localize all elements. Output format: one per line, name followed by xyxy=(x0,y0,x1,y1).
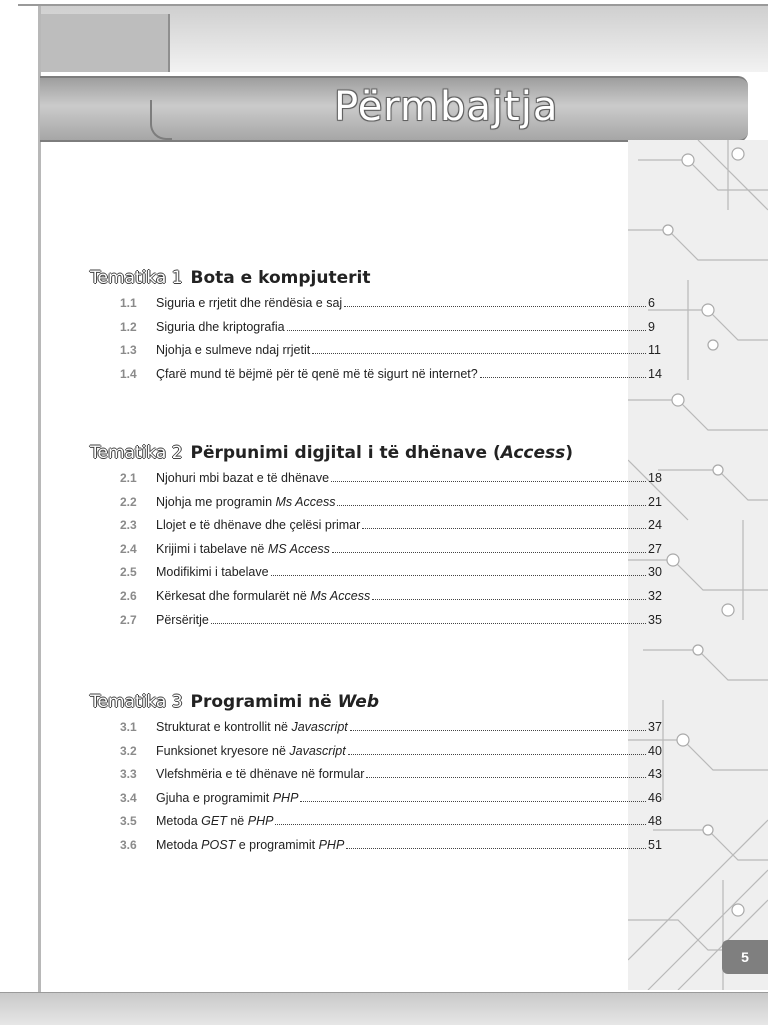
entry-title xyxy=(156,495,335,509)
entry-title: Modifikimi i tabelave xyxy=(156,565,269,580)
entry-number: 2.1 xyxy=(120,471,137,485)
entry-number: 2.2 xyxy=(120,494,137,509)
section-title xyxy=(191,692,379,712)
entry-title: Njohja e sulmeve ndaj rrjetit xyxy=(156,343,311,358)
toc-entry[interactable] xyxy=(90,565,670,589)
dot-leader xyxy=(332,552,646,553)
entry-page: 18 xyxy=(648,471,662,485)
toc-entries xyxy=(90,471,670,636)
page-number: 5 xyxy=(722,940,768,974)
dot-leader xyxy=(312,353,646,354)
entry-title xyxy=(156,542,330,556)
entry-title-text: Metoda xyxy=(156,814,202,829)
toc-entry[interactable] xyxy=(90,518,670,542)
entry-title-emphasis: Ms Access xyxy=(275,494,336,509)
entry-page: 35 xyxy=(648,612,662,627)
entry-title-text-after: e programimit xyxy=(235,837,319,852)
entry-page: 21 xyxy=(648,494,662,509)
dot-leader xyxy=(271,575,646,576)
entry-title-emphasis: Javascript xyxy=(289,743,346,758)
entry-page: 14 xyxy=(648,366,662,381)
entry-number: 1.2 xyxy=(120,319,137,334)
entry-page: 11 xyxy=(648,343,661,358)
dot-leader xyxy=(348,754,646,755)
entry-title: Llojet e të dhënave dhe çelësi primar xyxy=(156,518,361,533)
section-label: Tematika 2 xyxy=(90,443,183,463)
entry-page: 46 xyxy=(648,790,662,805)
toc-entry[interactable] xyxy=(90,744,670,768)
section-heading xyxy=(90,443,670,471)
entry-title: Çfarë mund të bëjmë për të qenë më të sigurt në internet? xyxy=(156,366,478,381)
entry-title: Njohuri mbi bazat e të dhënave xyxy=(156,471,330,485)
dot-leader xyxy=(350,730,646,731)
section-title-main: Programimi në xyxy=(190,692,338,712)
entry-number: 2.5 xyxy=(120,565,137,580)
entry-title-emphasis: MS Access xyxy=(267,541,330,556)
toc-entry[interactable] xyxy=(90,367,670,391)
entry-title xyxy=(156,744,346,758)
dot-leader xyxy=(331,481,646,482)
toc-entry[interactable] xyxy=(90,613,670,637)
toc-entry[interactable] xyxy=(90,791,670,815)
entry-number: 3.6 xyxy=(120,837,137,852)
toc-entries xyxy=(90,296,670,390)
dot-leader xyxy=(275,824,646,825)
section-label: Tematika 1 xyxy=(90,268,183,288)
entry-title xyxy=(156,791,298,805)
entry-number: 2.7 xyxy=(120,612,137,627)
toc-entry[interactable] xyxy=(90,542,670,566)
entry-number: 3.5 xyxy=(120,814,137,829)
entry-title-text: Funksionet kryesore në xyxy=(156,743,290,758)
entry-number: 2.4 xyxy=(120,541,137,556)
entry-page: 48 xyxy=(648,814,662,829)
toc-entry[interactable] xyxy=(90,838,670,862)
entry-number: 3.2 xyxy=(120,743,137,758)
entry-title: Siguria dhe kriptografia xyxy=(156,319,285,334)
section-heading xyxy=(90,692,670,720)
entry-page: 40 xyxy=(648,743,662,758)
entry-title-text: Gjuha e programimit xyxy=(156,790,273,805)
entry-title-text: Njohja me programin xyxy=(156,494,276,509)
section-title: Bota e kompjuterit xyxy=(190,268,371,288)
dot-leader xyxy=(300,801,646,802)
entry-title xyxy=(156,720,348,734)
entry-page: 24 xyxy=(648,518,662,533)
dot-leader xyxy=(287,330,646,331)
entry-page: 43 xyxy=(648,767,662,782)
entry-page: 27 xyxy=(648,541,662,556)
entry-number: 2.3 xyxy=(120,518,137,533)
section-title-emphasis: Access xyxy=(500,443,566,463)
dot-leader xyxy=(344,306,646,307)
section-heading xyxy=(90,268,670,296)
entry-number: 3.1 xyxy=(120,720,137,734)
entry-title: Vlefshmëria e të dhënave në formular xyxy=(156,767,365,782)
entry-number: 1.1 xyxy=(120,296,137,310)
toc-section-3 xyxy=(90,692,670,862)
entry-title-text: Krijimi i tabelave në xyxy=(156,541,268,556)
entry-title: Përsëritje xyxy=(156,612,209,627)
entry-page: 9 xyxy=(648,319,655,334)
entry-title-emphasis: Ms Access xyxy=(310,588,371,603)
toc-entry[interactable] xyxy=(90,495,670,519)
entry-title xyxy=(156,838,344,852)
entry-number: 3.4 xyxy=(120,790,137,805)
dot-leader xyxy=(211,623,646,624)
entry-number: 3.3 xyxy=(120,767,137,782)
entry-title-emphasis-after: PHP xyxy=(318,837,345,852)
entry-title-text: Kërkesat dhe formularët në xyxy=(156,588,311,603)
toc-section-2 xyxy=(90,443,670,636)
entry-title: Siguria e rrjetit dhe rëndësia e saj xyxy=(156,296,343,310)
entry-title-emphasis: POST xyxy=(201,837,236,852)
entry-title-emphasis: Javascript xyxy=(291,720,348,734)
entry-number: 1.3 xyxy=(120,343,137,358)
toc-entry[interactable] xyxy=(90,814,670,838)
toc-section-1 xyxy=(90,268,670,390)
entry-title xyxy=(156,589,370,603)
dot-leader xyxy=(346,848,646,849)
entry-number: 1.4 xyxy=(120,366,137,381)
dot-leader xyxy=(366,777,646,778)
dot-leader xyxy=(372,599,646,600)
toc-entries xyxy=(90,720,670,862)
toc-entry[interactable] xyxy=(90,767,670,791)
toc-entry[interactable] xyxy=(90,471,670,495)
entry-title-text: Strukturat e kontrollit në xyxy=(156,720,292,734)
dot-leader xyxy=(362,528,646,529)
entry-page: 6 xyxy=(648,296,655,310)
section-title xyxy=(191,443,574,463)
entry-title-emphasis-after: PHP xyxy=(247,814,274,829)
section-label: Tematika 3 xyxy=(90,692,183,712)
entry-page: 32 xyxy=(648,588,662,603)
toc-entry[interactable] xyxy=(90,589,670,613)
entry-page: 51 xyxy=(648,837,662,852)
dot-leader xyxy=(337,505,646,506)
section-title-end: ) xyxy=(565,443,574,463)
toc-entry[interactable] xyxy=(90,343,670,367)
page-title: Përmbajtja xyxy=(334,84,559,130)
entry-page: 37 xyxy=(648,720,662,734)
toc-entry[interactable] xyxy=(90,296,670,320)
section-title-emphasis: Web xyxy=(337,692,379,712)
entry-title-emphasis: GET xyxy=(201,814,227,829)
entry-number: 2.6 xyxy=(120,588,137,603)
dot-leader xyxy=(480,377,646,378)
entry-page: 30 xyxy=(648,565,662,580)
entry-title xyxy=(156,814,273,828)
entry-title-emphasis: PHP xyxy=(272,790,299,805)
toc-entry[interactable] xyxy=(90,720,670,744)
entry-title-text-after: në xyxy=(226,814,248,829)
toc-entry[interactable] xyxy=(90,320,670,344)
section-title-main: Përpunimi digjital i të dhënave ( xyxy=(190,443,501,463)
entry-title-text: Metoda xyxy=(156,837,202,852)
